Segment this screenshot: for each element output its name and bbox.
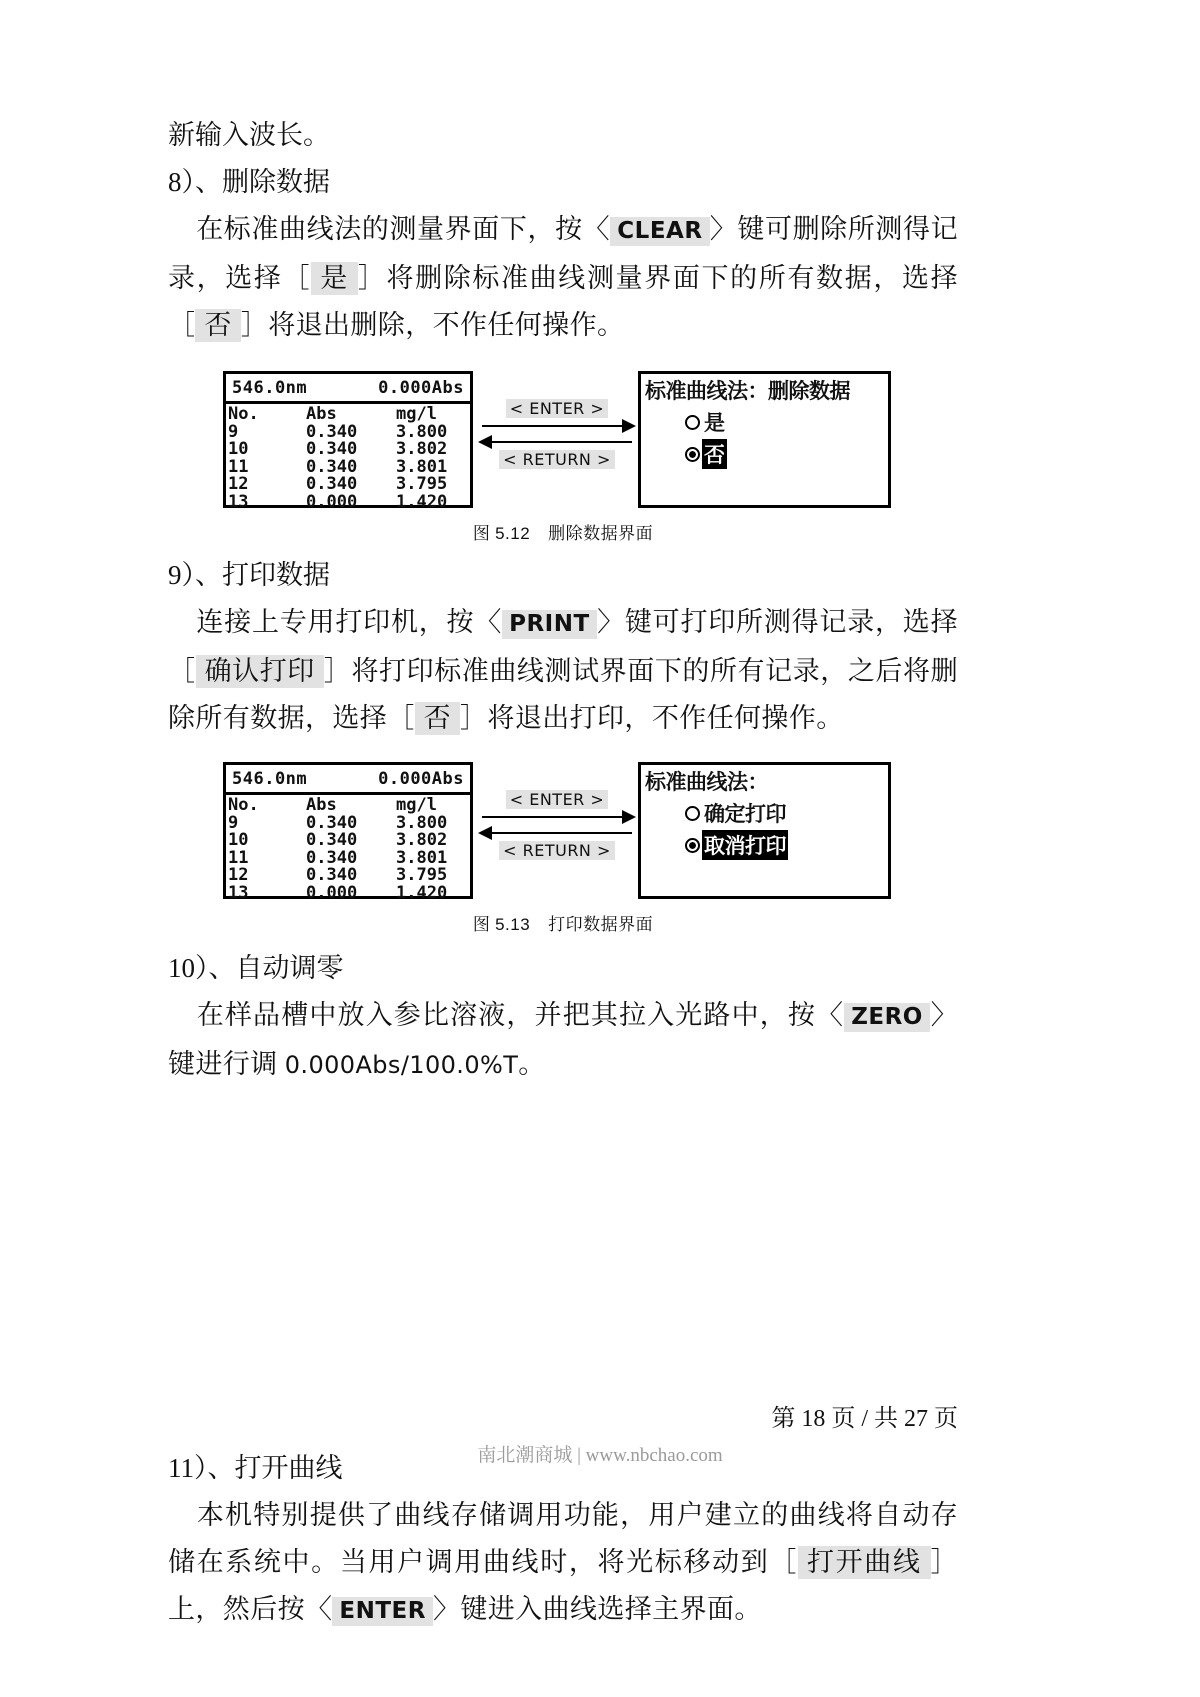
text-run: 〉键可打印所测得记录，选择［ xyxy=(168,607,958,686)
section-8-paragraph xyxy=(168,206,958,349)
caption-number: 5.13 xyxy=(495,915,531,934)
cell-abs: 0.340 xyxy=(306,812,358,833)
arrow-right-icon xyxy=(478,418,636,434)
cell-mg: 3.795 xyxy=(396,474,448,494)
radio-selected-icon[interactable] xyxy=(685,838,700,853)
figure-caption-5-12 xyxy=(168,519,958,544)
arrow-label-enter xyxy=(478,790,636,809)
text-run: ］将退出打印，不作任何操作。 xyxy=(460,703,844,733)
transition-arrows-1 xyxy=(478,399,636,469)
lcd-data-table xyxy=(226,404,470,511)
cell-mg: 1.420 xyxy=(396,491,448,512)
dialog-option-label: 取消打印 xyxy=(702,830,788,860)
lcd-measurement-screen-2 xyxy=(223,762,473,903)
section-11-paragraph xyxy=(168,1492,958,1635)
option-confirm-print: 确认打印 xyxy=(196,655,324,688)
arrow-left-icon xyxy=(478,825,636,841)
text-run: ］将打印标准曲线测试界面下的所有记录，之后将删除所有数据，选择［ xyxy=(168,656,958,733)
col-header-mg: mg/l xyxy=(396,404,437,424)
dialog-option-label: 是 xyxy=(704,411,725,435)
dialog-option-label: 确定打印 xyxy=(704,802,786,826)
wavelength-readout: 546.0nm xyxy=(232,768,308,789)
table-row xyxy=(228,491,470,512)
col-header-abs: Abs xyxy=(306,795,337,815)
caption-label: 图 xyxy=(472,915,491,934)
dialog-option-label: 否 xyxy=(702,439,727,469)
arrow-label-enter-text: < ENTER > xyxy=(506,790,609,809)
cell-no: 13 xyxy=(228,491,249,512)
cell-mg: 3.795 xyxy=(396,865,448,885)
option-open-curve: 打开曲线 xyxy=(798,1546,931,1579)
arrow-right-icon xyxy=(478,809,636,825)
continuation-line: 新输入波长。 xyxy=(168,120,330,150)
absorbance-readout: 0.000Abs xyxy=(378,377,464,398)
cell-no: 13 xyxy=(228,882,249,903)
radio-unselected-icon[interactable] xyxy=(685,415,700,430)
table-row xyxy=(228,882,470,903)
key-print: PRINT xyxy=(502,610,597,639)
option-yes: 是 xyxy=(311,262,358,295)
table-row xyxy=(228,867,470,885)
arrow-label-enter xyxy=(478,399,636,418)
text-run: 〉键进入曲线选择主界面。 xyxy=(432,1594,762,1624)
text-run: ］上，然后按〈 xyxy=(168,1547,958,1624)
cell-abs: 0.000 xyxy=(306,491,358,512)
zero-value: 0.000Abs/100.0%T xyxy=(284,1051,519,1079)
cell-no: 10 xyxy=(228,439,249,459)
lcd-header xyxy=(226,765,470,795)
arrow-label-return-text: < RETURN > xyxy=(499,450,615,469)
arrow-label-return xyxy=(478,450,636,469)
table-row xyxy=(228,832,470,850)
col-header-abs: Abs xyxy=(306,404,337,424)
cell-abs: 0.340 xyxy=(306,456,358,477)
text-run: 本机特别提供了曲线存储调用功能，用户建立的曲线将自动存储在系统中。当用户调用曲线时，将光标移动到［ xyxy=(168,1500,958,1577)
cell-mg: 3.801 xyxy=(396,847,448,868)
radio-selected-icon[interactable] xyxy=(685,447,700,462)
text-run: 在标准曲线法的测量界面下，按〈 xyxy=(196,214,611,244)
arrow-label-return-text: < RETURN > xyxy=(499,841,615,860)
text-run: 〉键进行调 xyxy=(168,1000,958,1079)
lcd-data-table xyxy=(226,795,470,902)
caption-label: 图 xyxy=(472,524,491,543)
figure-caption-5-13 xyxy=(168,910,958,935)
lcd-measurement-screen-1 xyxy=(223,371,473,512)
cell-mg: 3.800 xyxy=(396,421,448,442)
page-number: 第 18 页 / 共 27 页 xyxy=(771,1406,958,1432)
radio-unselected-icon[interactable] xyxy=(685,806,700,821)
table-header-row xyxy=(228,797,470,815)
text-run: 〉键可删除所测得记录，选择［ xyxy=(168,214,958,293)
cell-abs: 0.340 xyxy=(306,847,358,868)
section-10-heading: 10）、自动调零 xyxy=(168,953,344,983)
cell-no: 10 xyxy=(228,830,249,850)
option-no: 否 xyxy=(195,309,240,342)
caption-text: 删除数据界面 xyxy=(548,524,654,543)
col-header-mg: mg/l xyxy=(396,795,437,815)
col-header-no: No. xyxy=(228,404,259,424)
cell-mg: 1.420 xyxy=(396,882,448,903)
key-clear: CLEAR xyxy=(610,217,709,246)
text-run: 连接上专用打印机，按〈 xyxy=(196,607,503,637)
arrow-label-enter-text: < ENTER > xyxy=(506,399,609,418)
caption-text: 打印数据界面 xyxy=(548,915,654,934)
cell-no: 12 xyxy=(228,865,249,885)
cell-no: 11 xyxy=(228,847,249,868)
text-run: ］将删除标准曲线测量界面下的所有数据，选择［ xyxy=(168,263,959,340)
wavelength-readout: 546.0nm xyxy=(232,377,308,398)
text-run: ］将退出删除，不作任何操作。 xyxy=(240,310,625,340)
col-header-no: No. xyxy=(228,795,259,815)
table-row xyxy=(228,476,470,494)
absorbance-readout: 0.000Abs xyxy=(378,768,464,789)
text-run: 。 xyxy=(518,1049,546,1079)
section-8-heading: 8）、删除数据 xyxy=(168,167,330,197)
section-10-paragraph xyxy=(168,992,958,1089)
arrow-label-return xyxy=(478,841,636,860)
lcd-dialog-screen-1 xyxy=(638,371,891,508)
dialog-title: 标准曲线法：删除数据 xyxy=(645,379,850,403)
cell-abs: 0.340 xyxy=(306,421,358,442)
caption-number: 5.12 xyxy=(495,524,531,543)
transition-arrows-2 xyxy=(478,790,636,860)
text-run: 在样品槽中放入参比溶液，并把其拉入光路中，按〈 xyxy=(196,1000,845,1030)
cell-abs: 0.340 xyxy=(306,865,358,885)
dialog-title: 标准曲线法： xyxy=(645,770,768,794)
key-enter: ENTER xyxy=(332,1597,433,1626)
key-zero: ZERO xyxy=(844,1003,930,1032)
cell-no: 9 xyxy=(228,421,239,442)
cell-no: 9 xyxy=(228,812,239,833)
cell-abs: 0.340 xyxy=(306,474,358,494)
figure-5-13 xyxy=(168,762,958,935)
cell-abs: 0.000 xyxy=(306,882,358,903)
cell-mg: 3.802 xyxy=(396,830,448,850)
cell-mg: 3.801 xyxy=(396,456,448,477)
section-11-heading: 11）、打开曲线 xyxy=(168,1453,343,1483)
option-no: 否 xyxy=(415,702,460,735)
cell-abs: 0.340 xyxy=(306,830,358,850)
cell-mg: 3.802 xyxy=(396,439,448,459)
section-9-heading: 9）、打印数据 xyxy=(168,560,330,590)
dialog-option-yes[interactable] xyxy=(641,407,888,437)
lcd-header xyxy=(226,374,470,404)
cell-mg: 3.800 xyxy=(396,812,448,833)
dialog-option-confirm-print[interactable] xyxy=(641,798,888,828)
dialog-option-cancel-print[interactable] xyxy=(641,830,888,860)
dialog-option-no[interactable] xyxy=(641,439,888,469)
cell-no: 11 xyxy=(228,456,249,477)
cell-no: 12 xyxy=(228,474,249,494)
arrow-left-icon xyxy=(478,434,636,450)
table-header-row xyxy=(228,406,470,424)
watermark: 南北潮商城 | www.nbchao.com xyxy=(477,1445,723,1466)
table-row xyxy=(228,441,470,459)
lcd-dialog-screen-2 xyxy=(638,762,891,899)
figure-5-12 xyxy=(168,371,958,544)
cell-abs: 0.340 xyxy=(306,439,358,459)
section-9-paragraph xyxy=(168,599,958,742)
